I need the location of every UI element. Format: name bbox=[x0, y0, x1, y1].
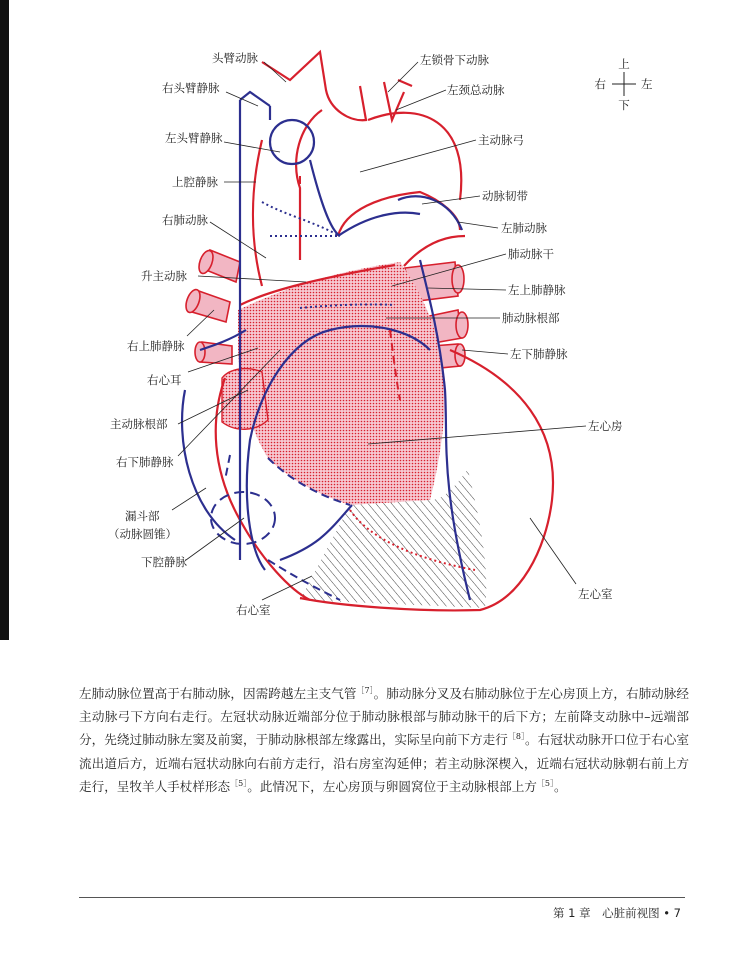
label-ascending-aorta: 升主动脉 bbox=[141, 269, 187, 283]
label-right-superior-pulmonary-vein: 右上肺静脉 bbox=[127, 339, 185, 353]
body-text-1: 左肺动脉位置高于右肺动脉，因需跨越左主支气管 bbox=[79, 686, 357, 701]
citation-ref-8: ［8］ bbox=[507, 732, 526, 742]
label-left-ventricle: 左心室 bbox=[578, 587, 613, 601]
label-left-brachiocephalic-vein: 左头臂静脉 bbox=[165, 131, 223, 145]
label-brachiocephalic-artery: 头臂动脉 bbox=[212, 51, 258, 65]
label-left-inferior-pulmonary-vein: 左下肺静脉 bbox=[510, 347, 568, 361]
label-left-subclavian-artery: 左锁骨下动脉 bbox=[420, 53, 489, 67]
label-left-pulmonary-artery: 左肺动脉 bbox=[501, 221, 547, 235]
label-ligamentum-arteriosum: 动脉韧带 bbox=[482, 189, 528, 203]
label-right-atrial-appendage: 右心耳 bbox=[147, 373, 182, 387]
label-pulmonary-trunk: 肺动脉干 bbox=[508, 247, 554, 261]
label-right-inferior-pulmonary-vein: 右下肺静脉 bbox=[116, 455, 174, 469]
citation-ref-5b: ［5］ bbox=[536, 778, 554, 788]
body-text-2: 。肺动脉分叉及右肺动脉位于左心房顶上方，右肺动脉经主动脉弓下方向右走行。左冠状动脉近端部分位于肺动脉根部与肺动脉干的后下方；左前降支动脉中–远端部分，先绕过肺动脉左窦及前窦，于肺动脉根部左缘露出，实际呈向前下方走行 bbox=[79, 686, 690, 748]
orientation-down: 下 bbox=[618, 98, 630, 112]
label-right-ventricle: 右心室 bbox=[236, 603, 271, 617]
label-left-superior-pulmonary-vein: 左上肺静脉 bbox=[508, 283, 566, 297]
footer-divider bbox=[79, 897, 685, 898]
orientation-left: 右 bbox=[594, 77, 606, 91]
label-infundibulum: 漏斗部 bbox=[125, 509, 160, 523]
left-atrium-shape bbox=[238, 262, 445, 505]
label-left-atrium: 左心房 bbox=[588, 419, 623, 433]
label-inferior-vena-cava: 下腔静脉 bbox=[141, 555, 187, 569]
label-conus-arteriosus: （动脉圆锥） bbox=[108, 527, 177, 541]
label-right-brachiocephalic-vein: 右头臂静脉 bbox=[162, 81, 220, 95]
body-text-5: 。 bbox=[553, 778, 567, 794]
body-paragraph bbox=[79, 682, 689, 798]
citation-ref-7: ［7］ bbox=[356, 686, 374, 695]
body-text-3: 。右冠状动脉开口位于右心室流出道后方，近端右冠状动脉向右前方走行，沿右房室沟延伸；若主动脉深楔入，近端右冠状动脉朝右前上方走行，呈牧羊人手杖样形态 bbox=[79, 732, 690, 794]
page-footer: 第 1 章 心脏前视图 • 7 bbox=[552, 906, 681, 920]
label-superior-vena-cava: 上腔静脉 bbox=[172, 175, 218, 189]
label-right-pulmonary-artery: 右肺动脉 bbox=[162, 213, 208, 227]
orientation-right: 左 bbox=[641, 77, 653, 91]
orientation-cross bbox=[595, 57, 654, 112]
label-aortic-root: 主动脉根部 bbox=[110, 417, 168, 431]
citation-ref-5a: ［5］ bbox=[230, 778, 248, 788]
label-pulmonary-root: 肺动脉根部 bbox=[502, 311, 560, 325]
body-text-4: 。此情况下，左心房顶与卵圆窝位于主动脉根部上方 bbox=[247, 778, 537, 794]
orientation-up: 上 bbox=[618, 57, 630, 71]
label-left-common-carotid-artery: 左颈总动脉 bbox=[447, 83, 505, 97]
label-aortic-arch: 主动脉弓 bbox=[478, 133, 524, 147]
